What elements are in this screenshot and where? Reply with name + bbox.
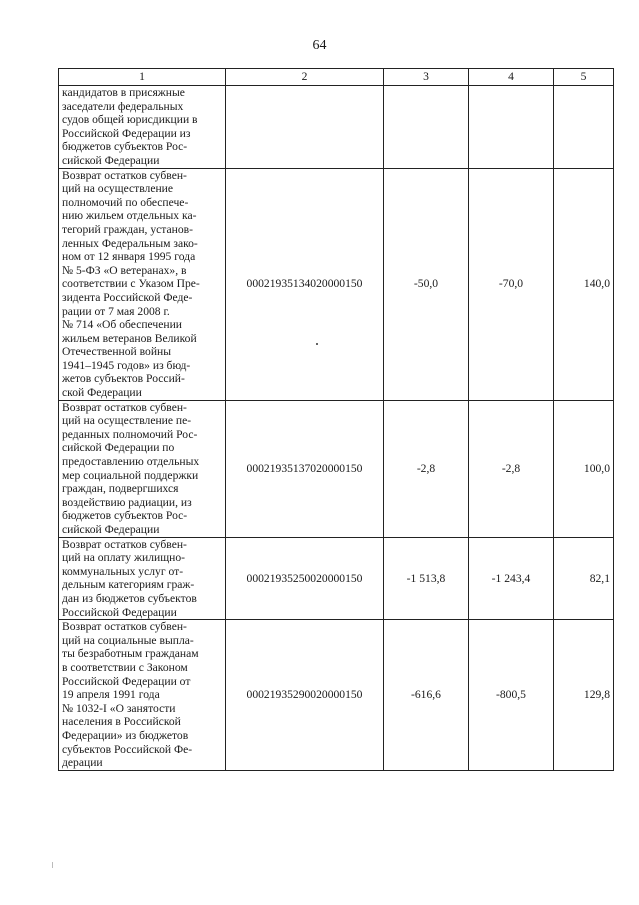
budget-code: 00021935250020000150 (226, 537, 384, 620)
table-row (59, 620, 614, 771)
description-line: сийской Федерации (62, 153, 160, 167)
row-description (59, 168, 226, 400)
page-number: 64 (312, 38, 327, 53)
description-line: реданных полномочий Рос- (62, 427, 198, 441)
value-col-3: -1 513,8 (384, 537, 469, 620)
value-col-3: -616,6 (384, 620, 469, 771)
budget-code: 00021935134020000150 (226, 168, 384, 400)
description-line: ской Федерации (62, 386, 142, 400)
budget-code: 00021935290020000150 (226, 620, 384, 771)
row-description (59, 400, 226, 537)
description-line: рации от 7 мая 2008 г. (62, 304, 170, 318)
description-line: Федерации» из бюджетов (62, 728, 189, 742)
value-col-3: -50,0 (384, 168, 469, 400)
description-line: № 1032-I «О занятости (62, 701, 176, 715)
percent-col-5 (554, 86, 614, 169)
description-line: судов общей юрисдикции в (62, 113, 198, 127)
description-line: 1941–1945 годов» из бюд- (62, 358, 191, 372)
description-line: дельным категориям граж- (62, 578, 195, 592)
description-line: зидента Российской Феде- (62, 290, 193, 304)
description-line: № 5-ФЗ «О ветеранах», в (62, 263, 187, 277)
table-row (59, 537, 614, 620)
description-line: мер социальной поддержки (62, 468, 199, 482)
description-line: коммунальных услуг от- (62, 564, 184, 578)
table-row (59, 400, 614, 537)
scan-speck (316, 343, 318, 345)
value-col-4: -1 243,4 (469, 537, 554, 620)
description-line: Возврат остатков субвен- (62, 620, 187, 634)
description-line: Российской Федерации от (62, 674, 191, 688)
header-row (59, 69, 614, 86)
description-line: Российской Федерации (62, 605, 177, 619)
percent-col-5: 129,8 (554, 620, 614, 771)
value-col-4: -800,5 (469, 620, 554, 771)
description-line: Возврат остатков субвен- (62, 537, 187, 551)
scan-mark (52, 862, 53, 868)
description-line: соответствии с Указом Пре- (62, 277, 200, 291)
description-line: Отечественной войны (62, 345, 172, 359)
description-line: ций на осуществление (62, 182, 174, 196)
description-line: Российской Федерации из (62, 126, 191, 140)
value-col-4 (469, 86, 554, 169)
description-line: бюджетов субъектов Рос- (62, 509, 188, 523)
percent-col-5: 82,1 (554, 537, 614, 620)
row-description (59, 620, 226, 771)
description-line: 19 апреля 1991 года (62, 688, 160, 702)
description-line: Возврат остатков субвен- (62, 168, 187, 182)
description-line: предоставлению отдельных (62, 455, 200, 469)
description-line: сийской Федерации (62, 523, 160, 536)
header-cell-2: 2 (226, 69, 384, 86)
description-line: граждан, подвергшихся (62, 482, 179, 496)
description-line: ленных Федеральным зако- (62, 236, 198, 250)
description-line: дерации (62, 756, 103, 770)
description-line: тегорий граждан, установ- (62, 222, 193, 236)
description-line: ном от 12 января 1995 года (62, 250, 196, 264)
description-line: сийской Федерации по (62, 441, 175, 455)
description-line: воздействию радиации, из (62, 495, 192, 509)
header-cell-1: 1 (59, 69, 226, 86)
header-cell-3: 3 (384, 69, 469, 86)
description-line: № 714 «Об обеспечении (62, 318, 182, 332)
description-line: жильем ветеранов Великой (62, 331, 197, 345)
description-line: жетов субъектов Россий- (62, 372, 185, 386)
value-col-3 (384, 86, 469, 169)
description-line: ций на социальные выпла- (62, 633, 194, 647)
header-cell-4: 4 (469, 69, 554, 86)
budget-code: 00021935137020000150 (226, 400, 384, 537)
budget-table (58, 68, 614, 771)
description-line: в соответствии с Законом (62, 660, 188, 674)
description-line: дан из бюджетов субъектов (62, 591, 197, 605)
row-description (59, 537, 226, 620)
table-row (59, 168, 614, 400)
description-line: Возврат остатков субвен- (62, 400, 187, 414)
description-line: полномочий по обеспече- (62, 195, 189, 209)
description-line: кандидатов в присяжные (62, 86, 185, 99)
description-line: ты безработным гражданам (62, 647, 199, 661)
description-line: субъектов Российской Фе- (62, 742, 193, 756)
description-line: бюджетов субъектов Рос- (62, 140, 188, 154)
header-cell-5: 5 (554, 69, 614, 86)
description-line: нию жильем отдельных ка- (62, 209, 197, 223)
description-line: населения в Российской (62, 715, 181, 729)
percent-col-5: 100,0 (554, 400, 614, 537)
row-description (59, 86, 226, 169)
percent-col-5: 140,0 (554, 168, 614, 400)
description-line: заседатели федеральных (62, 99, 184, 113)
description-line: ций на осуществление пе- (62, 414, 192, 428)
value-col-4: -70,0 (469, 168, 554, 400)
budget-code (226, 86, 384, 169)
description-line: ций на оплату жилищно- (62, 551, 185, 565)
value-col-4: -2,8 (469, 400, 554, 537)
value-col-3: -2,8 (384, 400, 469, 537)
table-row (59, 86, 614, 169)
